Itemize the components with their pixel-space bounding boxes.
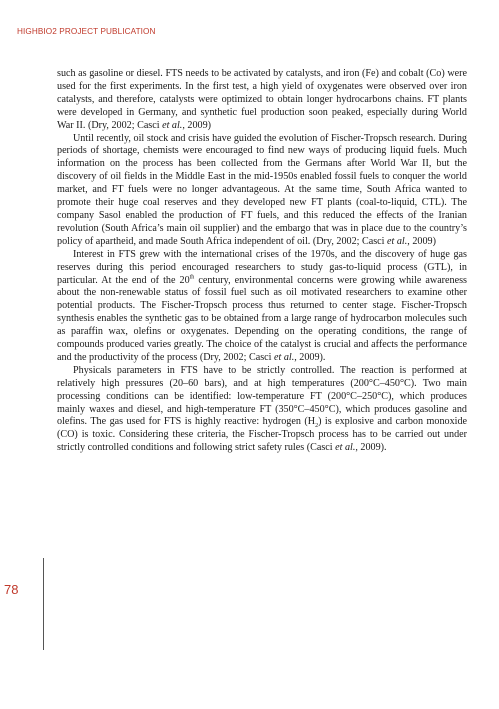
subscript: 2	[315, 423, 319, 430]
paragraph-text: Until recently, oil stock and crisis have guided the evolution of Fischer-Tropsch research. During periods of shortage, chemists were encouraged to find new ways of producing liquid fuels. Much information on the process has been collected from the Germans after World War II, but the discovery of oil fields in the Middle East in the mid-1950s enabled fossil fuels to conquer the world market, and FT fuels were no longer advantageous. At the same time, South Africa wanted to promote their huge coal reserves and they developed new FT plants (coal-to-liquid, CTL). The company Sasol enabled the production of FT fuels, and this reduced the effects of the Iranian revolution (South Africa’s main oil supplier) and the embargo that was in place due to the country’s policy of apartheid, and made South Africa independent of oil. (Dry, 2002; Casci	[57, 132, 467, 247]
paragraph-text: , 2009)	[182, 119, 212, 131]
margin-rule	[43, 558, 44, 650]
paragraph-4	[57, 365, 467, 455]
paragraph-1	[57, 68, 467, 133]
citation-et-al: et al.	[387, 235, 408, 247]
paragraph-text: century, environmental concerns were growing while awareness about the non-renewable status of fossil fuel such as oil motivated researchers to examine other potential products. The Fischer-Tropsch process thus returned to center stage. Fischer-Tropsch synthesis enables the synthetic gas to be obtained from a large range of hydrocarbon molecules such as paraffin wax, olefins or oxygenates. Depending on the operating conditions, the range of compounds produced varies greatly. The choice of the catalyst is crucial and affects the performance and the productivity of the process (Dry, 2002; Casci	[57, 274, 467, 363]
paragraph-2	[57, 133, 467, 249]
paragraph-text: , 2009)	[407, 235, 436, 247]
paragraph-text: Interest in FTS grew with the international crises of the 1970s, and the discovery of huge gas reserves during this period encouraged researchers to study gas-to-liquid process (GTL), in particular. At the end of the 20	[57, 248, 467, 286]
paragraph-text: , 2009).	[294, 351, 326, 363]
paragraph-text: such as gasoline or diesel. FTS needs to be activated by catalysts, and iron (Fe) and cobalt (Co) were used for the first experiments. In the first test, a high yield of oxygenates were observed over iron catalysts, and therefore, catalysts were optimized to obtain longer hydrocarbons chains. FT plants were developed in Germany, and synthetic fuel production soon peaked, especially during World War II. (Dry, 2002; Casci	[57, 68, 467, 131]
citation-et-al: et al.	[273, 351, 295, 363]
citation-et-al: et al.	[335, 442, 356, 454]
paragraph-text: ) is explosive and carbon monoxide (CO) is toxic. Considering these criteria, the Fischer-Tropsch process has to be carried out under strictly controlled conditions and following strict safety rules (Casci	[57, 416, 468, 454]
running-header: HIGHBIO2 PROJECT PUBLICATION	[17, 27, 156, 36]
body-text	[57, 68, 467, 455]
paragraph-text: , 2009).	[355, 442, 387, 454]
paragraph-3	[57, 249, 467, 365]
ordinal-superscript: th	[189, 274, 195, 281]
citation-et-al: et al.	[162, 119, 183, 131]
page-number: 78	[4, 582, 19, 597]
paragraph-text: Physicals parameters in FTS have to be strictly controlled. The reaction is performed at relatively high pressures (20–60 bars), and at high temperatures (200°C–450°C). Two main processing conditions can be identified: low-temperature FT (200°C–250°C), which produces mainly waxes and diesel, and high-temperature FT (350°C–450°C), which produces gasoline and olefins. The gas used for FTS is highly reactive: hydrogen (H	[57, 364, 467, 428]
